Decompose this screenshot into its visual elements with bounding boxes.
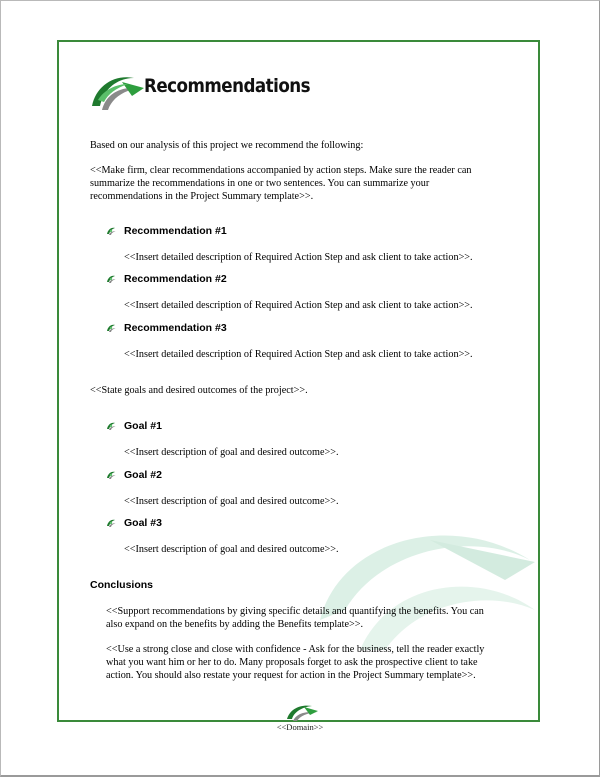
bullet-icon bbox=[106, 518, 116, 528]
recommendation-label: Recommendation #1 bbox=[124, 225, 227, 237]
footer-domain: <<Domain>> bbox=[276, 722, 324, 732]
conclusions-line: <<Use a strong close and close with confidence - Ask for the business, tell the reader exactly bbox=[106, 644, 485, 655]
conclusions-line: action. You should also restate your request for action in the Project Summary template>>. bbox=[106, 670, 476, 681]
goal-description: <<Insert description of goal and desired outcome>>. bbox=[124, 496, 339, 507]
goal-label: Goal #1 bbox=[124, 420, 162, 432]
goal-label: Goal #3 bbox=[124, 517, 162, 529]
recommendation-description: <<Insert detailed description of Required Action Step and ask client to take action>>. bbox=[124, 300, 473, 311]
goals-intro: <<State goals and desired outcomes of the project>>. bbox=[90, 385, 308, 396]
conclusions-line: what you want him or her to do. Many proposals forget to ask the prospective client to take bbox=[106, 657, 478, 668]
page-title: Recommendations bbox=[144, 75, 311, 97]
summary-line: recommendations in the Project Summary template>>. bbox=[90, 191, 314, 202]
goal-description: <<Insert description of goal and desired outcome>>. bbox=[124, 447, 339, 458]
conclusions-line: also expand on the benefits by adding the Benefits template>>. bbox=[106, 619, 364, 630]
recommendation-label: Recommendation #2 bbox=[124, 273, 227, 285]
summary-line: summarize the recommendations in one or two sentences. You can summarize your bbox=[90, 178, 430, 189]
footer-logo-icon bbox=[284, 702, 320, 722]
goal-description: <<Insert description of goal and desired outcome>>. bbox=[124, 544, 339, 555]
recommendation-description: <<Insert detailed description of Required Action Step and ask client to take action>>. bbox=[124, 349, 473, 360]
bullet-icon bbox=[106, 323, 116, 333]
page-header bbox=[88, 70, 318, 112]
bullet-icon bbox=[106, 421, 116, 431]
goal-label: Goal #2 bbox=[124, 469, 162, 481]
recommendation-label: Recommendation #3 bbox=[124, 322, 227, 334]
bullet-icon bbox=[106, 274, 116, 284]
bullet-icon bbox=[106, 470, 116, 480]
summary-line: <<Make firm, clear recommendations accompanied by action steps. Make sure the reader can bbox=[90, 165, 472, 176]
recommendation-description: <<Insert detailed description of Required Action Step and ask client to take action>>. bbox=[124, 252, 473, 263]
bullet-icon bbox=[106, 226, 116, 236]
swoosh-logo-icon bbox=[88, 70, 148, 112]
intro-text: Based on our analysis of this project we recommend the following: bbox=[90, 140, 364, 151]
conclusions-heading: Conclusions bbox=[90, 579, 154, 591]
conclusions-line: <<Support recommendations by giving specific details and quantifying the benefits. You can bbox=[106, 606, 484, 617]
